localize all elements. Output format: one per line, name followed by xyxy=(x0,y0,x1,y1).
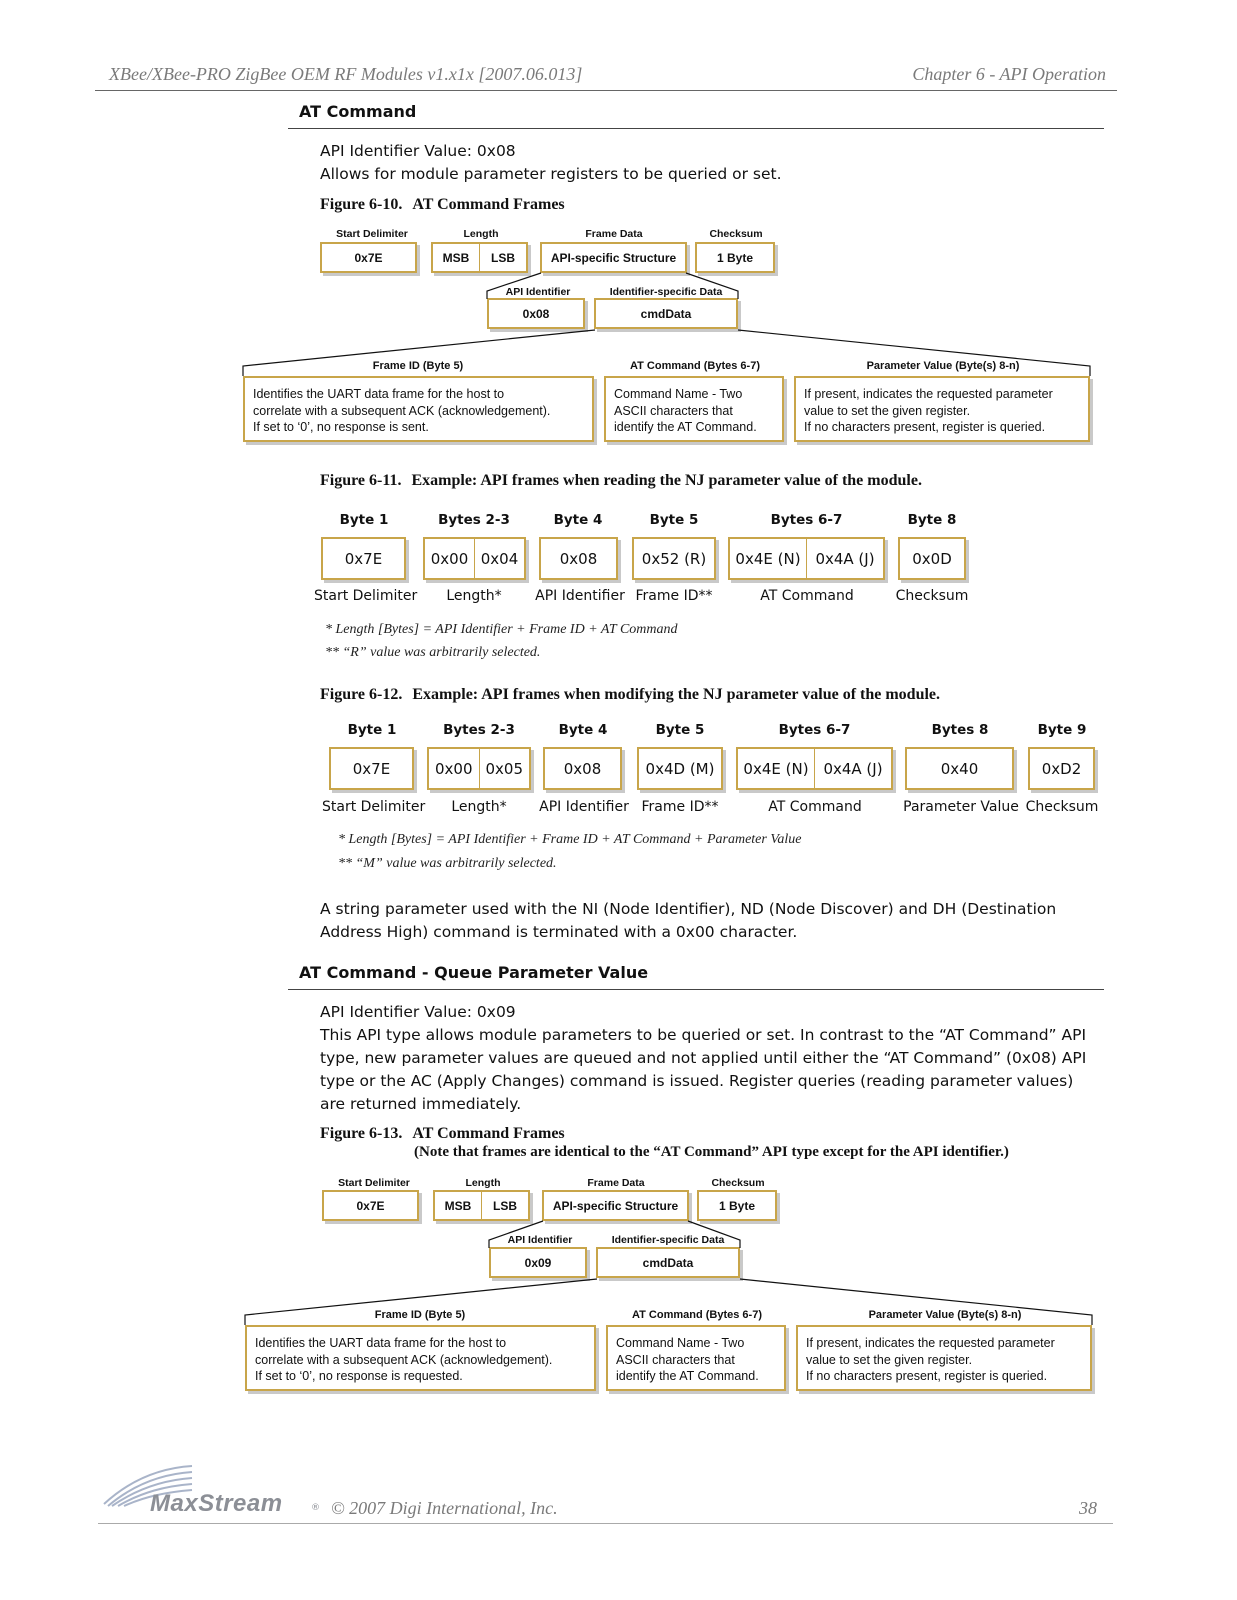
byte-caption: Frame ID** xyxy=(635,588,713,604)
byte-value: 0x08 xyxy=(563,759,602,778)
connector-line xyxy=(489,1221,543,1248)
desc-line: If no characters present, register is queried. xyxy=(804,420,1046,434)
desc-line: Command Name - Two xyxy=(616,1336,745,1350)
box-api-structure: API-specific Structure xyxy=(542,1190,689,1221)
byte-value: 0x4E (N) xyxy=(743,759,809,778)
section-title-at-command: AT Command xyxy=(299,102,417,121)
desc-line: If set to ‘0’, no response is requested. xyxy=(255,1369,463,1383)
connector-line xyxy=(487,273,541,299)
connector-line xyxy=(688,1221,740,1248)
connector-line xyxy=(738,330,1090,376)
footnote: ** “M” value was arbitrarily selected. xyxy=(338,856,557,871)
desc-line: Command Name - Two xyxy=(614,387,743,401)
box-msb: MSB xyxy=(444,1198,472,1213)
byte-label: Byte 9 xyxy=(1037,722,1087,738)
label-parameter-value: Parameter Value (Byte(s) 8-n) xyxy=(866,360,1020,372)
box-checksum: 1 Byte xyxy=(695,242,775,273)
paragraph-line: A string parameter used with the NI (Node Identifier), ND (Node Discover) and DH (Destination xyxy=(320,900,1057,918)
copyright-text: © 2007 Digi International, Inc. xyxy=(331,1498,558,1518)
page-number: 38 xyxy=(1079,1498,1097,1518)
byte-caption: Frame ID** xyxy=(641,799,719,815)
figure-number: Figure 6-12. xyxy=(320,686,403,703)
byte-value: 0x0D xyxy=(912,549,952,568)
byte-value: 0x00 xyxy=(434,759,473,778)
byte-label: Bytes 2-3 xyxy=(438,512,510,528)
footnote: ** “R” value was arbitrarily selected. xyxy=(325,645,541,660)
box-lsb: LSB xyxy=(479,244,526,271)
figure-title: Example: API frames when reading the NJ parameter value of the module. xyxy=(411,472,922,489)
paragraph-line: This API type allows module parameters to be queried or set. In contrast to the “AT Command” API xyxy=(320,1026,1087,1044)
label-frame-data: Frame Data xyxy=(585,228,643,240)
figure-number: Figure 6-11. xyxy=(320,472,402,489)
desc-line: Identifies the UART data frame for the host to xyxy=(255,1336,507,1350)
connector-line xyxy=(686,273,738,299)
byte-value: 0x05 xyxy=(479,749,530,788)
api-identifier-value: API Identifier Value: 0x09 xyxy=(320,1003,516,1021)
paragraph-line: type, new parameter values are queued and not applied until either the “AT Command” (0x08) API xyxy=(320,1049,1087,1067)
byte-value: 0x4D (M) xyxy=(645,759,715,778)
registered-mark: ® xyxy=(311,1503,320,1513)
label-checksum: Checksum xyxy=(711,1177,765,1189)
desc-line: ASCII characters that xyxy=(614,403,733,418)
box-api-identifier: 0x09 xyxy=(489,1247,587,1278)
desc-line: identify the AT Command. xyxy=(614,420,757,434)
label-checksum: Checksum xyxy=(709,228,763,240)
byte-label: Byte 5 xyxy=(655,722,705,738)
label-length: Length xyxy=(465,1177,501,1189)
label-length: Length xyxy=(463,228,499,240)
byte-label: Bytes 6-7 xyxy=(778,722,851,738)
byte-value: 0x4E (N) xyxy=(735,549,801,568)
desc-line: correlate with a subsequent ACK (acknowledgement). xyxy=(253,403,551,418)
desc-line: Identifies the UART data frame for the host to xyxy=(253,387,505,401)
box-lsb: LSB xyxy=(481,1192,528,1219)
paragraph-line: type or the AC (Apply Changes) command is issued. Register queries (reading parameter values) xyxy=(320,1072,1074,1090)
running-header-left: XBee/XBee-PRO ZigBee OEM RF Modules v1.x1x [2007.06.013] xyxy=(109,64,583,84)
byte-label: Byte 5 xyxy=(649,512,699,528)
box-api-structure: API-specific Structure xyxy=(540,242,687,273)
box-cmd-data: cmdData xyxy=(596,1247,740,1278)
label-identifier-data: Identifier-specific Data xyxy=(609,286,723,298)
byte-caption: AT Command xyxy=(768,799,862,815)
label-at-command: AT Command (Bytes 6-7) xyxy=(630,360,760,372)
byte-caption: Length* xyxy=(451,799,507,815)
figure-title: AT Command Frames xyxy=(412,196,565,213)
connector-line xyxy=(740,1279,1092,1325)
byte-label: Bytes 2-3 xyxy=(443,722,515,738)
label-identifier-data: Identifier-specific Data xyxy=(611,1234,725,1246)
box-start-delimiter: 0x7E xyxy=(320,242,417,273)
paragraph-line: are returned immediately. xyxy=(320,1095,522,1113)
desc-line: ASCII characters that xyxy=(616,1352,735,1367)
box-msb: MSB xyxy=(442,250,470,265)
byte-value: 0x40 xyxy=(940,759,979,778)
api-identifier-value: API Identifier Value: 0x08 xyxy=(320,142,516,160)
byte-caption: Checksum xyxy=(895,588,969,604)
byte-label: Byte 1 xyxy=(339,512,389,528)
label-api-identifier: API Identifier xyxy=(507,1234,573,1246)
label-start-delimiter: Start Delimiter xyxy=(336,228,408,240)
byte-caption: Start Delimiter xyxy=(314,588,418,604)
desc-line: identify the AT Command. xyxy=(616,1369,759,1383)
byte-label: Bytes 8 xyxy=(931,722,989,738)
box-checksum: 1 Byte xyxy=(697,1190,777,1221)
figure-title: Example: API frames when modifying the NJ parameter value of the module. xyxy=(412,686,941,703)
byte-label: Byte 4 xyxy=(558,722,608,738)
byte-value: 0x4A (J) xyxy=(806,539,883,578)
byte-caption: AT Command xyxy=(760,588,854,604)
byte-caption: Start Delimiter xyxy=(322,799,426,815)
desc-line: value to set the given register. xyxy=(804,403,971,418)
byte-value: 0x7E xyxy=(352,759,391,778)
byte-label: Byte 8 xyxy=(907,512,957,528)
box-start-delimiter: 0x7E xyxy=(322,1190,419,1221)
label-parameter-value: Parameter Value (Byte(s) 8-n) xyxy=(868,1309,1022,1321)
desc-line: correlate with a subsequent ACK (acknowledgement). xyxy=(255,1352,553,1367)
connector-line xyxy=(245,1279,597,1325)
byte-value: 0x7E xyxy=(344,549,383,568)
box-api-identifier: 0x08 xyxy=(487,298,585,329)
label-at-command: AT Command (Bytes 6-7) xyxy=(632,1309,762,1321)
running-header-right: Chapter 6 - API Operation xyxy=(912,64,1106,84)
desc-line: If present, indicates the requested parameter xyxy=(804,387,1053,401)
label-api-identifier: API Identifier xyxy=(505,286,571,298)
desc-line: value to set the given register. xyxy=(806,1352,973,1367)
byte-value: 0x04 xyxy=(474,539,524,578)
figure-number: Figure 6-13. xyxy=(320,1125,403,1142)
paragraph-line: Address High) command is terminated with a 0x00 character. xyxy=(320,923,798,941)
figure-subtitle: (Note that frames are identical to the “AT Command” API type except for the API identifier.) xyxy=(414,1144,1009,1160)
maxstream-logo: MaxStream xyxy=(150,1490,283,1517)
desc-line: If set to ‘0’, no response is sent. xyxy=(253,420,429,434)
byte-value: 0x52 (R) xyxy=(641,549,707,568)
section-description: Allows for module parameter registers to be queried or set. xyxy=(320,165,782,183)
byte-caption: Checksum xyxy=(1025,799,1099,815)
desc-line: If present, indicates the requested parameter xyxy=(806,1336,1055,1350)
label-frame-data: Frame Data xyxy=(587,1177,645,1189)
byte-label: Byte 1 xyxy=(347,722,397,738)
figure-number: Figure 6-10. xyxy=(320,196,403,213)
byte-caption: Parameter Value xyxy=(903,799,1019,815)
section-title-queue-parameter: AT Command - Queue Parameter Value xyxy=(299,963,649,982)
connector-line xyxy=(243,330,595,376)
byte-value: 0xD2 xyxy=(1041,759,1082,778)
desc-line: If no characters present, register is queried. xyxy=(806,1369,1048,1383)
byte-caption: API Identifier xyxy=(539,799,629,815)
label-frame-id: Frame ID (Byte 5) xyxy=(374,1309,466,1321)
label-frame-id: Frame ID (Byte 5) xyxy=(372,360,464,372)
footnote: * Length [Bytes] = API Identifier + Frame ID + AT Command + Parameter Value xyxy=(338,832,802,847)
footnote: * Length [Bytes] = API Identifier + Frame ID + AT Command xyxy=(325,622,678,637)
box-cmd-data: cmdData xyxy=(594,298,738,329)
byte-value: 0x4A (J) xyxy=(814,749,891,788)
byte-value: 0x08 xyxy=(559,549,598,568)
byte-label: Bytes 6-7 xyxy=(770,512,843,528)
label-start-delimiter: Start Delimiter xyxy=(338,1177,410,1189)
byte-caption: API Identifier xyxy=(535,588,625,604)
figure-title: AT Command Frames xyxy=(412,1125,565,1142)
byte-value: 0x00 xyxy=(430,549,469,568)
footer-rule xyxy=(98,1523,1113,1524)
byte-label: Byte 4 xyxy=(553,512,603,528)
byte-caption: Length* xyxy=(446,588,502,604)
